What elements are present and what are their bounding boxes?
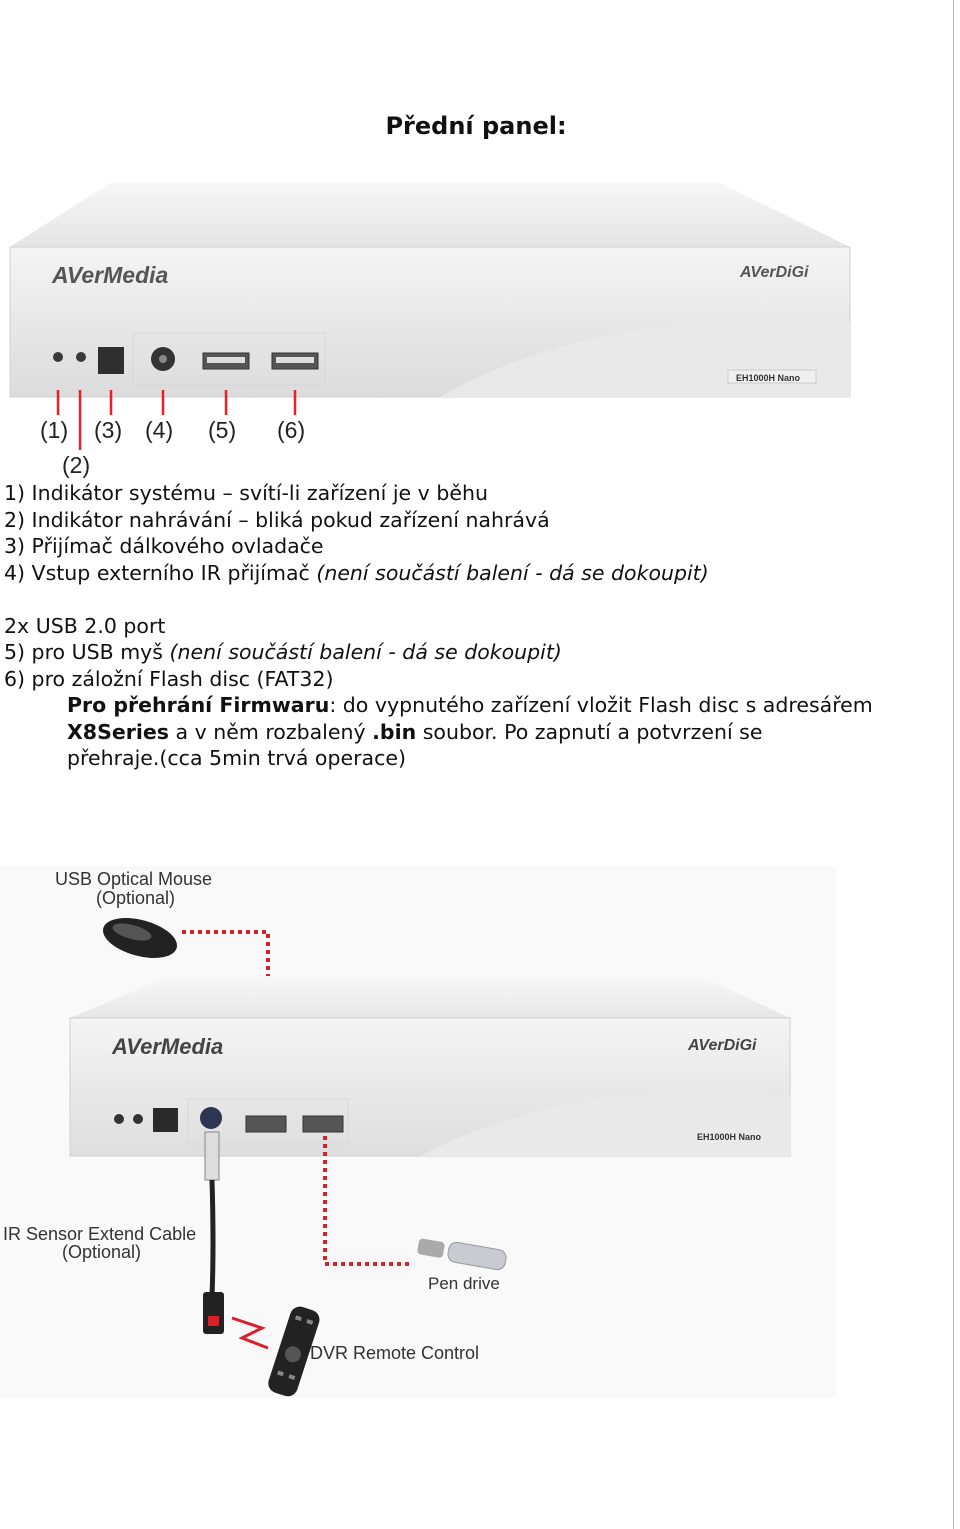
usb-heading: 2x USB 2.0 port: [4, 614, 166, 638]
callout-5: (5): [208, 417, 237, 443]
ir-receiver-window: [153, 1108, 178, 1132]
brand-logo-left: AVerMedia: [112, 1034, 224, 1059]
brand-logo-left: AVerMedia: [52, 262, 169, 288]
brand-logo-right: AVerDiGi: [740, 264, 809, 281]
firmware-line-2: X8Series a v něm rozbalený .bin soubor. Po zapnutí a potvrzení se: [67, 720, 763, 744]
optional-note: (není součástí balení - dá se dokoupit): [316, 561, 709, 585]
model-label: EH1000H Nano: [697, 1132, 762, 1142]
usb-port-6: [303, 1116, 343, 1132]
remote-label: DVR Remote Control: [310, 1343, 480, 1363]
connection-diagram: [0, 866, 840, 1398]
record-led: [133, 1114, 143, 1124]
list-item-4: 4) Vstup externího IR přijímač (není součástí balení - dá se dokoupit): [4, 561, 709, 585]
ir-cable-optional-label: (Optional): [62, 1242, 142, 1262]
optional-note: (není součástí balení - dá se dokoupit): [169, 640, 562, 664]
callout-1: (1): [40, 417, 69, 443]
list-item-3: 3) Přijímač dálkového ovladače: [4, 534, 324, 558]
mouse-optional-label: (Optional): [96, 888, 176, 908]
callout-6: (6): [277, 417, 306, 443]
firmware-line-3: přehraje.(cca 5min trvá operace): [67, 746, 406, 770]
system-led: [114, 1114, 124, 1124]
record-led: [76, 352, 86, 362]
list-item-1: 1) Indikátor systému – svítí-li zařízení je v běhu: [4, 481, 488, 505]
ir-receiver-window: [98, 347, 124, 374]
page-title: Přední panel:: [385, 112, 567, 140]
ir-input-jack: [200, 1107, 222, 1129]
dvr-top-surface: [10, 183, 850, 247]
usb-item-6: 6) pro záložní Flash disc (FAT32): [4, 667, 334, 691]
dvr-top-surface: [70, 976, 790, 1018]
list-item-2: 2) Indikátor nahrávání – bliká pokud zařízení nahrává: [4, 508, 550, 532]
system-led: [53, 352, 63, 362]
callout-2: (2): [62, 452, 91, 478]
callout-3: (3): [94, 417, 123, 443]
page-edge-line: [953, 0, 954, 1529]
callout-4: (4): [145, 417, 174, 443]
mouse-label: USB Optical Mouse: [55, 869, 213, 889]
model-label: EH1000H Nano: [736, 373, 801, 383]
pen-drive-label: Pen drive: [428, 1274, 500, 1293]
ir-cable-label: IR Sensor Extend Cable: [3, 1224, 197, 1244]
usb-item-5: 5) pro USB myš (není součástí balení - dá se dokoupit): [4, 640, 562, 664]
firmware-line-1: Pro přehrání Firmwaru: do vypnutého zařízení vložit Flash disc s adresářem: [67, 693, 873, 717]
usb-port-5: [246, 1116, 286, 1132]
front-panel-figure: [0, 175, 860, 485]
brand-logo-right: AVerDiGi: [688, 1037, 757, 1054]
